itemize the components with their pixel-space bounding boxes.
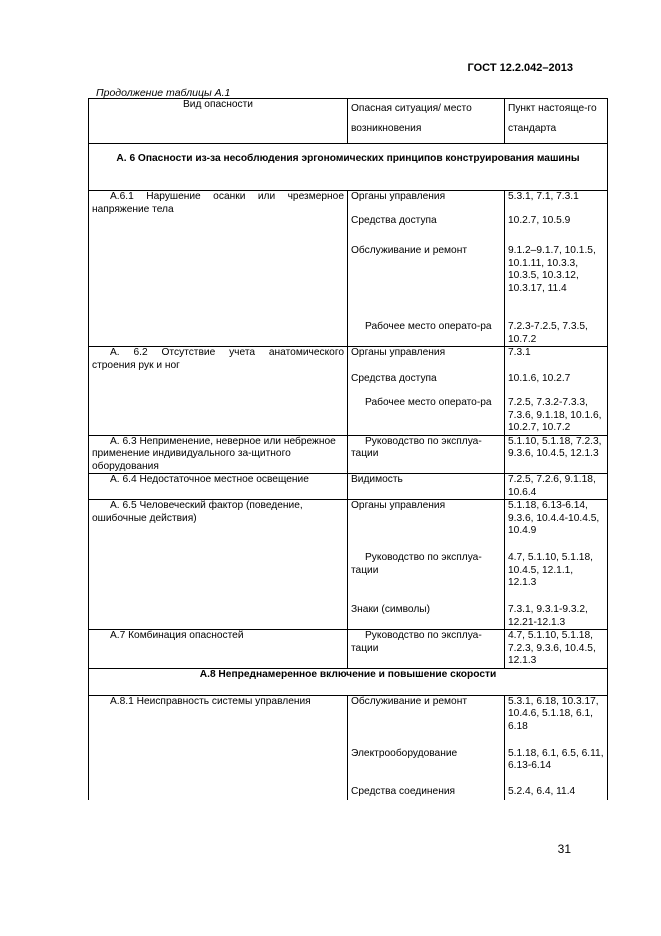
hazard-text: А.7 Комбинация опасностей (110, 630, 244, 641)
clause-cell: 5.2.4, 6.4, 11.4 (505, 786, 608, 800)
situation-cell: Средства соединения (348, 786, 505, 800)
situation-text: Руководство по эксплуа-тации (351, 630, 482, 654)
clause-cell: 7.2.5, 7.3.2-7.3.3, 7.3.6, 9.1.18, 10.1.6, 10.2.7, 10.7.2 (505, 397, 608, 435)
situation-cell (348, 435, 505, 474)
situation-cell (348, 321, 505, 347)
situation-cell: Органы управления (348, 191, 505, 216)
column-header-hazard-type: Вид опасности (89, 99, 348, 144)
situation-text: Рабочее место операто-ра (365, 321, 492, 332)
table-continuation-caption: Продолжение таблицы А.1 (96, 87, 231, 99)
table-row (89, 500, 608, 553)
section-title-a6: А. 6 Опасности из-за несоблюдения эргономических принципов конструирования машины (89, 144, 608, 191)
hazard-text: А. 6.4 Недостаточное местное освещение (110, 474, 309, 485)
document-code: ГОСТ 12.2.042–2013 (467, 62, 573, 74)
hazard-text: А.6.1 Нарушение осанки или чрезмерное напряжение тела (92, 191, 344, 215)
hazard-cell (89, 474, 348, 500)
clause-cell: 10.1.6, 10.2.7 (505, 373, 608, 397)
clause-cell: 4.7, 5.1.10, 5.1.18, 7.2.3, 9.3.6, 10.4.5, 12.1.3 (505, 630, 608, 669)
page-number: 31 (557, 842, 571, 856)
situation-cell: Обслуживание и ремонт (348, 695, 505, 748)
clause-cell: 5.1.18, 6.13-6.14, 9.3.6, 10.4.4-10.4.5, 10.4.9 (505, 500, 608, 553)
section-row-a8 (89, 668, 608, 695)
hazard-table (88, 98, 608, 800)
hazard-cell (89, 435, 348, 474)
table-row (89, 630, 608, 669)
hazard-cell (89, 695, 348, 800)
clause-cell: 10.2.7, 10.5.9 (505, 215, 608, 245)
situation-cell (348, 552, 505, 604)
clause-cell: 5.1.18, 6.1, 6.5, 6.11, 6.13-6.14 (505, 748, 608, 786)
situation-cell (348, 630, 505, 669)
clause-cell: 5.3.1, 7.1, 7.3.1 (505, 191, 608, 216)
hazard-text: А. 6.3 Неприменение, неверное или небрежное применение индивидуального за-щитного оборудования (92, 435, 336, 472)
situation-cell (348, 397, 505, 435)
clause-cell: 5.1.10, 5.1.18, 7.2.3, 9.3.6, 10.4.5, 12.1.3 (505, 435, 608, 474)
hazard-text: А.8.1 Неисправность системы управления (110, 695, 311, 707)
table-row (89, 191, 608, 216)
clause-cell: 4.7, 5.1.10, 5.1.18, 10.4.5, 12.1.1, 12.1.3 (505, 552, 608, 604)
situation-cell: Видимость (348, 474, 505, 500)
clause-cell: 5.3.1, 6.18, 10.3.17, 10.4.6, 5.1.18, 6.1, 6.18 (505, 695, 608, 748)
clause-cell: 7.2.5, 7.2.6, 9.1.18, 10.6.4 (505, 474, 608, 500)
column-header-situation: Опасная ситуация/ место возникновения (348, 99, 505, 144)
table-row (89, 695, 608, 748)
table-row (89, 435, 608, 474)
section-title-a8: А.8 Непреднамеренное включение и повышение скорости (89, 668, 608, 695)
hazard-text: А. 6.5 Человеческий фактор (поведение, ошибочные действия) (92, 500, 303, 524)
hazard-cell (89, 347, 348, 436)
table-row (89, 347, 608, 374)
clause-cell: 7.3.1, 9.3.1-9.3.2, 12.21-12.1.3 (505, 604, 608, 630)
situation-cell: Органы управления (348, 347, 505, 374)
hazard-cell (89, 500, 348, 630)
situation-text: Рабочее место операто-ра (365, 397, 492, 408)
situation-cell: Обслуживание и ремонт (348, 245, 505, 321)
clause-cell: 9.1.2–9.1.7, 10.1.5, 10.1.11, 10.3.3, 10.3.5, 10.3.12, 10.3.17, 11.4 (505, 245, 608, 321)
clause-cell: 7.3.1 (505, 347, 608, 374)
clause-cell: 7.2.3-7.2.5, 7.3.5, 10.7.2 (505, 321, 608, 347)
hazard-cell (89, 630, 348, 669)
situation-cell: Средства доступа (348, 215, 505, 245)
column-header-clause: Пункт настояще-го стандарта (505, 99, 608, 144)
situation-cell: Органы управления (348, 500, 505, 553)
situation-cell: Электрооборудование (348, 748, 505, 786)
situation-cell: Средства доступа (348, 373, 505, 397)
situation-cell: Знаки (символы) (348, 604, 505, 630)
hazard-cell (89, 191, 348, 347)
situation-text: Руководство по эксплуа-тации (351, 435, 482, 459)
table-row (89, 474, 608, 500)
hazard-text: А. 6.2 Отсутствие учета анатомического строения рук и ног (92, 347, 344, 371)
section-row-a6 (89, 144, 608, 191)
table-header-row (89, 99, 608, 144)
situation-text: Руководство по эксплуа-тации (351, 552, 482, 576)
